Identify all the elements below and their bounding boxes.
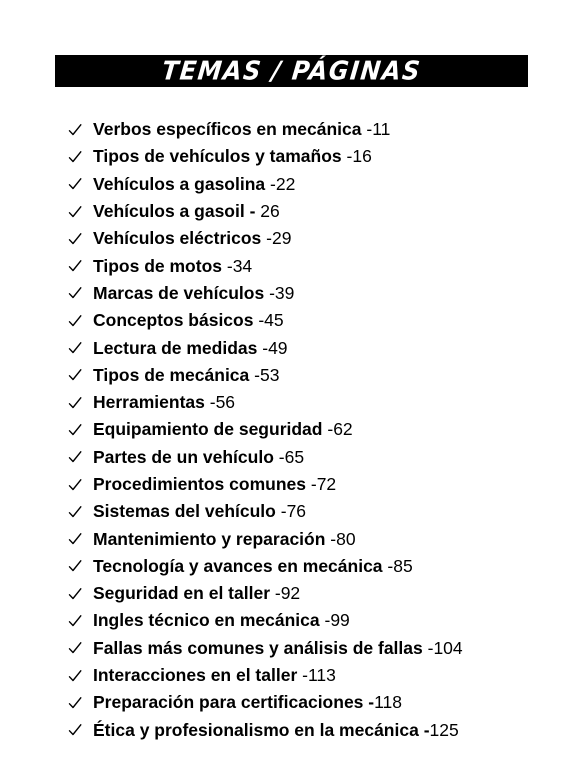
list-item [66,225,566,252]
toc-page-number: 16 [352,146,372,167]
header-bar [55,55,528,87]
toc-page-number: 29 [271,228,292,249]
checkmark-icon [66,121,84,139]
toc-page-number: 62 [333,419,353,440]
checkmark-icon [66,694,84,712]
toc-title: Tipos de motos [93,255,222,276]
toc-page-number: 104 [433,637,463,658]
list-item [66,498,566,525]
toc-separator: - [253,310,265,331]
toc-page-number: 26 [260,201,280,222]
toc-title: Tipos de vehículos y tamaños [93,146,342,167]
list-item [66,580,566,607]
toc-title: Tecnología y avances en mecánica [93,555,383,576]
toc-page-number: 85 [393,555,413,576]
checkmark-icon [66,312,84,330]
checkmark-icon [66,639,84,657]
list-item [66,116,566,143]
list-item [66,525,566,552]
list-item [66,689,566,716]
toc-page-number: 99 [330,610,350,631]
toc-page-number: 92 [280,583,301,604]
toc-page-number: 11 [372,119,391,140]
toc-separator: - [305,474,317,494]
toc-page-number: 72 [316,474,337,494]
toc-title: Tipos de mecánica [93,364,250,385]
list-item [66,635,566,662]
checkmark-icon [66,476,84,494]
list-item [66,198,566,225]
toc-title: Verbos específicos en mecánica [93,119,362,140]
list-item [66,662,566,689]
toc-separator: - [273,446,285,467]
toc-separator: - [322,419,334,440]
toc-page-number: 118 [374,692,402,713]
toc-title: Interacciones en el taller [93,665,298,686]
toc-separator: - [319,610,331,631]
checkmark-icon [66,284,84,302]
toc-title: Conceptos básicos [93,310,254,331]
toc-separator: - [382,555,394,576]
list-item [66,143,566,170]
checkmark-icon [66,175,84,193]
toc-page-number: 113 [307,665,336,686]
checkmark-icon [66,612,84,630]
toc-page-number: 53 [259,364,280,385]
list-item [66,607,566,634]
checkmark-icon [66,503,84,521]
toc-separator: - [341,146,353,167]
toc-title: Ética y profesionalismo en la mecánica - [93,719,430,740]
toc-title: Lectura de medidas [93,337,258,358]
page-title: TEMAS / PÁGINAS [160,55,423,87]
list-item [66,717,566,744]
toc-page-number: 65 [284,446,305,467]
toc-separator: - [297,665,308,686]
toc-title: Vehículos a gasolina [93,173,266,194]
list-item [66,280,566,307]
table-of-contents [66,116,566,744]
toc-separator: - [265,173,276,194]
list-item [66,171,566,198]
checkmark-icon [66,339,84,357]
toc-separator: - [222,255,233,276]
list-item [66,252,566,279]
list-item [66,307,566,334]
checkmark-icon [66,230,84,248]
toc-title: Herramientas [93,392,205,413]
list-item [66,444,566,471]
toc-separator: - [257,337,269,358]
toc-title: Procedimientos comunes [93,474,306,494]
toc-page-number: 39 [274,282,295,303]
toc-page-number: 80 [336,528,356,549]
list-item [66,553,566,580]
toc-page-number: 45 [264,310,284,331]
checkmark-icon [66,148,84,166]
checkmark-icon [66,257,84,275]
toc-page-number: 22 [275,173,296,194]
checkmark-icon [66,667,84,685]
toc-separator: - [325,528,337,549]
toc-page-number: 34 [232,255,253,276]
toc-separator: - [361,119,373,140]
toc-title: Seguridad en el taller [93,583,270,604]
toc-title: Sistemas del vehículo [93,501,276,522]
toc-title: Partes de un vehículo [93,446,274,467]
toc-page-number: 125 [429,719,459,740]
checkmark-icon [66,585,84,603]
checkmark-icon [66,421,84,439]
list-item [66,334,566,361]
toc-separator: - [249,364,260,385]
list-item [66,471,566,498]
checkmark-icon [66,366,84,384]
toc-separator: - [204,392,216,413]
toc-separator: - [261,228,272,249]
toc-page-number: 49 [268,337,288,358]
toc-separator: - [264,282,275,303]
checkmark-icon [66,530,84,548]
checkmark-icon [66,394,84,412]
checkmark-icon [66,557,84,575]
list-item [66,389,566,416]
toc-separator: - [270,583,281,604]
toc-title: Mantenimiento y reparación [93,528,326,549]
toc-separator: - [275,501,287,522]
toc-title: Fallas más comunes y análisis de fallas [93,637,423,658]
checkmark-icon [66,448,84,466]
toc-title: Vehículos eléctricos [93,228,262,249]
toc-title: Ingles técnico en mecánica [93,610,320,631]
toc-title: Preparación para certificaciones - [93,692,375,713]
toc-separator: - [422,637,434,658]
toc-title: Equipamiento de seguridad [93,419,323,440]
toc-page-number: 76 [286,501,307,522]
toc-page-number: 56 [215,392,236,413]
list-item [66,416,566,443]
list-item [66,362,566,389]
toc-title: Marcas de vehículos [93,282,265,303]
checkmark-icon [66,203,84,221]
toc-title: Vehículos a gasoil - [93,201,256,222]
checkmark-icon [66,721,84,739]
